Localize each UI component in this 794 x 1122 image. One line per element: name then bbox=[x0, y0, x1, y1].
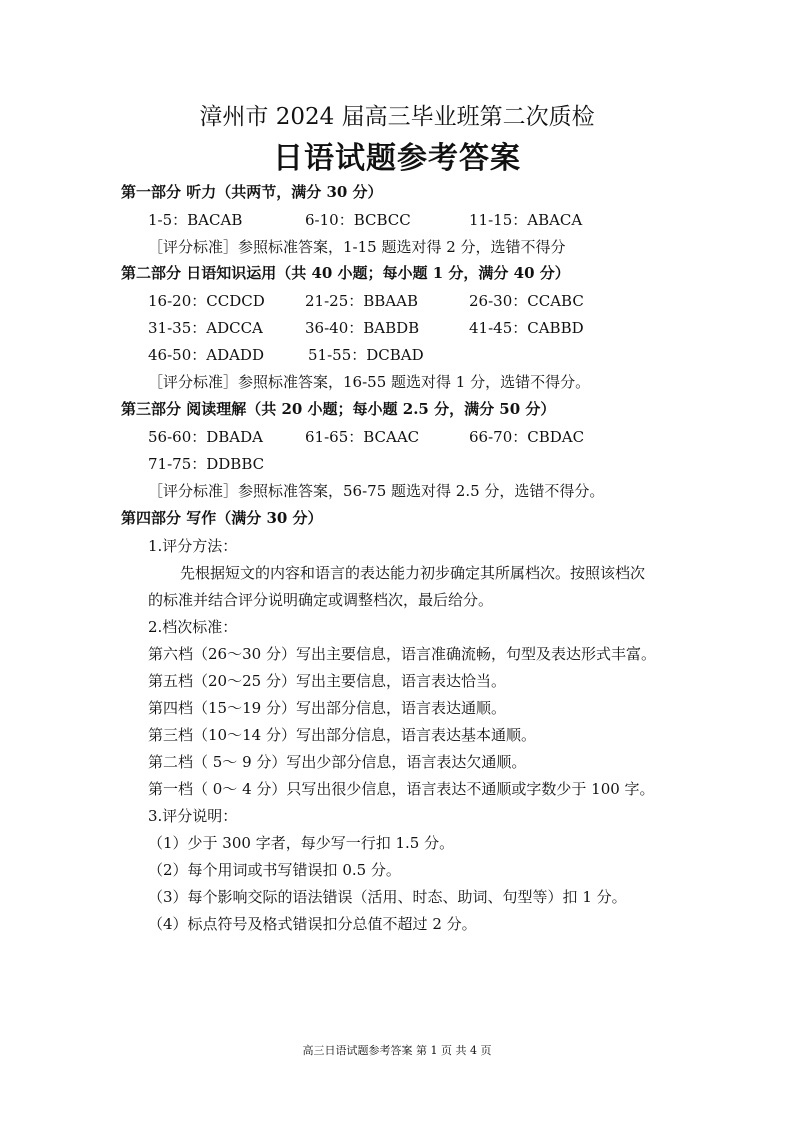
page-footer: 高三日语试题参考答案 第 1 页 共 4 页 bbox=[302, 1044, 492, 1057]
document-title: 漳州市 2024 届高三毕业班第二次质检 bbox=[199, 104, 595, 130]
levels-title: 2.档次标准： bbox=[148, 618, 238, 636]
level-item: 第二档（ 5～ 9 分）写出少部分信息，语言表达欠通顺。 bbox=[148, 753, 527, 771]
answer-group: 36-40：BABDB bbox=[305, 319, 420, 337]
notes-title: 3.评分说明： bbox=[148, 807, 238, 825]
part3-standard: ［评分标准］参照标准答案，56-75 题选对得 2.5 分，选错不得分。 bbox=[148, 482, 605, 500]
answer-group: 21-25：BBAAB bbox=[305, 292, 418, 310]
note-item: （3）每个影响交际的语法错误（活用、时态、助词、句型等）扣 1 分。 bbox=[148, 888, 627, 906]
level-item: 第五档（20～25 分）写出主要信息，语言表达恰当。 bbox=[148, 672, 506, 690]
part1-standard: ［评分标准］参照标准答案，1-15 题选对得 2 分，选错不得分 bbox=[148, 238, 566, 256]
level-item: 第六档（26～30 分）写出主要信息，语言准确流畅，句型及表达形式丰富。 bbox=[148, 645, 656, 663]
answer-group: 11-15：ABACA bbox=[469, 211, 583, 229]
part2-heading: 第二部分 日语知识运用（共 40 小题；每小题 1 分，满分 40 分） bbox=[121, 264, 570, 282]
method-title: 1.评分方法： bbox=[148, 537, 238, 555]
part4-heading: 第四部分 写作（满分 30 分） bbox=[121, 509, 323, 527]
answer-group: 66-70：CBDAC bbox=[469, 428, 585, 446]
method-text: 的标准并结合评分说明确定或调整档次，最后给分。 bbox=[148, 591, 494, 609]
answer-group: 46-50：ADADD bbox=[148, 346, 264, 364]
note-item: （1）少于 300 字者，每少写一行扣 1.5 分。 bbox=[148, 834, 455, 852]
answer-group: 61-65：BCAAC bbox=[305, 428, 420, 446]
answer-group: 16-20：CCDCD bbox=[148, 292, 265, 310]
answer-group: 51-55：DCBAD bbox=[308, 346, 424, 364]
answer-group: 31-35：ADCCA bbox=[148, 319, 263, 337]
part2-standard: ［评分标准］参照标准答案，16-55 题选对得 1 分，选错不得分。 bbox=[148, 373, 591, 391]
part3-heading: 第三部分 阅读理解（共 20 小题；每小题 2.5 分，满分 50 分） bbox=[121, 400, 556, 418]
method-text: 先根据短文的内容和语言的表达能力初步确定其所属档次。按照该档次 bbox=[180, 564, 646, 582]
answer-group: 71-75：DDBBC bbox=[148, 455, 265, 473]
answer-group: 56-60：DBADA bbox=[148, 428, 263, 446]
level-item: 第三档（10～14 分）写出部分信息，语言表达基本通顺。 bbox=[148, 726, 536, 744]
answer-group: 1-5：BACAB bbox=[148, 211, 243, 229]
note-item: （4）标点符号及格式错误扣分总值不超过 2 分。 bbox=[148, 915, 477, 933]
note-item: （2）每个用词或书写错误扣 0.5 分。 bbox=[148, 861, 401, 879]
answer-group: 26-30：CCABC bbox=[469, 292, 584, 310]
level-item: 第四档（15～19 分）写出部分信息，语言表达通顺。 bbox=[148, 699, 506, 717]
answer-group: 6-10：BCBCC bbox=[305, 211, 411, 229]
answer-group: 41-45：CABBD bbox=[469, 319, 584, 337]
document-subtitle: 日语试题参考答案 bbox=[273, 141, 521, 176]
level-item: 第一档（ 0～ 4 分）只写出很少信息，语言表达不通顺或字数少于 100 字。 bbox=[148, 780, 655, 798]
part1-heading: 第一部分 听力（共两节，满分 30 分） bbox=[121, 183, 383, 201]
